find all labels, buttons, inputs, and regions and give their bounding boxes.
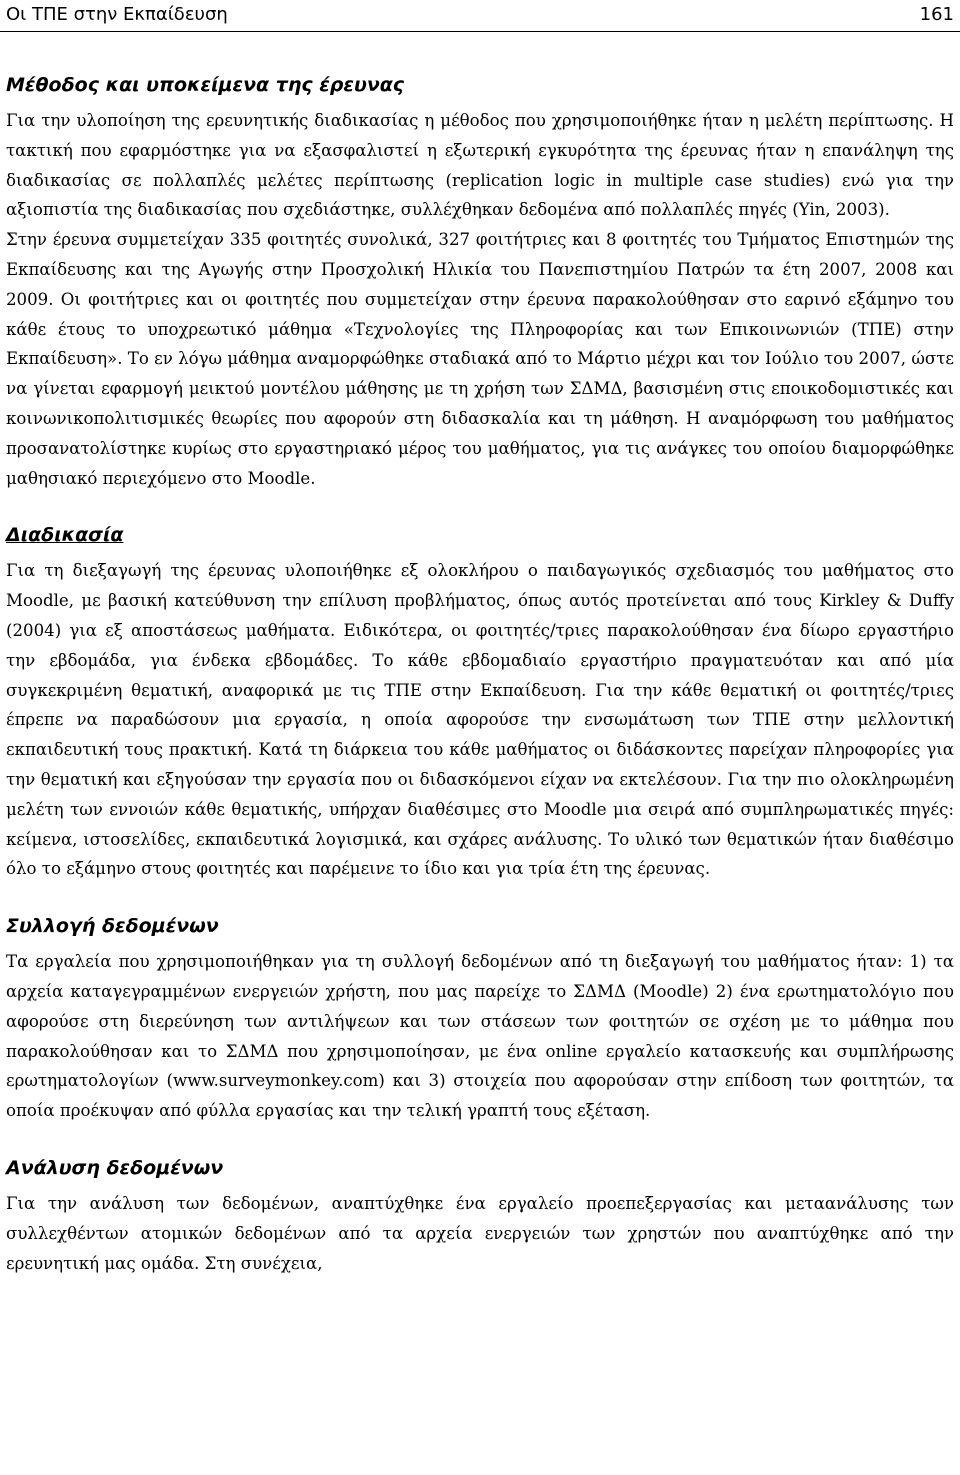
paragraph-method-1: Για την υλοποίηση της ερευνητικής διαδικασίας η μέθοδος που χρησιμοποιήθηκε ήταν η μελέτη περίπτωσης. Η τακτική που εφαρμόστηκε για να εξασφαλιστεί η εξωτερική εγκυρότητα της έρευνας ήταν η επανάληψη της διαδικασίας σε πολλαπλές μελέτες περίπτωσης (replication logic in multiple case studies) ενώ για την αξιοπιστία της διαδικασίας που σχεδιάστηκε, συλλέχθηκαν δεδομένα από πολλαπλές πηγές (Yin, 2003). bbox=[6, 111, 954, 220]
header-rule bbox=[0, 31, 960, 32]
paragraph-data-collection-1: Τα εργαλεία που χρησιμοποιήθηκαν για τη συλλογή δεδομένων από τη διεξαγωγή του μαθήματος ήταν: 1) τα αρχεία καταγεγραμμένων ενεργειών χρήστη, που μας παρείχε το ΣΔΜΔ (Moodle) 2) ένα ερωτηματολόγιο που αφορούσε στη διερεύνηση των αντιλήψεων και των στάσεων των φοιτητών σε σχέση με το μάθημα που παρακολούθησαν και το ΣΔΜΔ που χρησιμοποίησαν, με ένα online εργαλείο κατασκευής και συμπλήρωσης ερωτηματολογίων (www.surveymonkey.com) και 3) στοιχεία που αφορούσαν στην επίδοση των φοιτητών, τα οποία προέκυψαν από φύλλα εργασίας και την τελική γραπτή τους εξέταση. bbox=[6, 952, 954, 1121]
section-heading-procedure: Διαδικασία bbox=[6, 524, 124, 547]
running-header bbox=[6, 0, 954, 30]
page-number: 161 bbox=[919, 4, 954, 25]
paragraph-data-analysis-1: Για την ανάλυση των δεδομένων, αναπτύχθηκε ένα εργαλείο προεπεξεργασίας και μεταανάλυσης των συλλεχθέντων ατομικών δεδομένων από τα αρχεία ενεργειών των χρηστών που αναπτύχθηκε από την ερευνητική μας ομάδα. Στη συνέχεια, bbox=[6, 1193, 954, 1273]
running-title: Οι ΤΠΕ στην Εκπαίδευση bbox=[6, 4, 228, 25]
paragraph-procedure-1: Για τη διεξαγωγή της έρευνας υλοποιήθηκε εξ ολοκλήρου ο παιδαγωγικός σχεδιασμός του μαθήματος στο Moodle, με βασική κατεύθυνση την επίλυση προβλήματος, όπως αυτός προτείνεται από τους Kirkley & Duffy (2004) για εξ αποστάσεως μαθήματα. Ειδικότερα, οι φοιτητές/τριες παρακολούθησαν ένα δίωρο εργαστήριο την εβδομάδα, για ένδεκα εβδομάδες. Το κάθε εβδομαδιαίο εργαστήριο πραγματευόταν και από μία συγκεκριμένη θεματική, αναφορικά με τις ΤΠΕ στην Εκπαίδευση. Για την κάθε θεματική οι φοιτητές/τριες έπρεπε να παραδώσουν μια εργασία, η οποία αφορούσε την ενσωμάτωση των ΤΠΕ στην μελλοντική εκπαιδευτική τους πρακτική. Κατά τη διάρκεια του κάθε μαθήματος οι διδάσκοντες παρείχαν πληροφορίες για την θεματική και εξηγούσαν την εργασία που οι διδασκόμενοι είχαν να εκτελέσουν. Για την πιο ολοκληρωμένη μελέτη των εννοιών κάθε θεματικής, υπήρχαν διαθέσιμες στο Moodle μια σειρά από συμπληρωματικές πηγές: κείμενα, ιστοσελίδες, εκπαιδευτικά λογισμικά, και σχάρες ανάλυσης. Το υλικό των θεματικών ήταν διαθέσιμο όλο το εξάμηνο στους φοιτητές και παρέμεινε το ίδιο και για τρία έτη της έρευνας. bbox=[6, 561, 954, 879]
paragraph-method-2: Στην έρευνα συμμετείχαν 335 φοιτητές συνολικά, 327 φοιτήτριες και 8 φοιτητές του Τμήματος Επιστημών της Εκπαίδευσης και της Αγωγής στην Προσχολική Ηλικία του Πανεπιστημίου Πατρών τα έτη 2007, 2008 και 2009. Οι φοιτήτριες και οι φοιτητές που συμμετείχαν στην έρευνα παρακολούθησαν στο εαρινό εξάμηνο του κάθε έτους το υποχρεωτικό μάθημα «Τεχνολογίες της Πληροφορίας και των Επικοινωνιών (ΤΠΕ) στην Εκπαίδευση». Το εν λόγω μάθημα αναμορφώθηκε σταδιακά από το Μάρτιο μέχρι και τον Ιούλιο του 2007, ώστε να γίνεται εφαρμογή μεικτού μοντέλου μάθησης με τη χρήση των ΣΔΜΔ, βασισμένη στις εποικοδομιστικές και κοινωνικοπολιτισμικές θεωρίες που αφορούν στη διδασκαλία και τη μάθηση. Η αναμόρφωση του μαθήματος προσανατολίστηκε κυρίως στο εργαστηριακό μέρος του μαθήματος, για τις ανάγκες του οποίου διαμορφώθηκε μαθησιακό περιεχόμενο στο Moodle. bbox=[6, 230, 954, 488]
section-heading-data-collection: Συλλογή δεδομένων bbox=[6, 915, 219, 938]
main-content bbox=[6, 70, 954, 1278]
section-heading-method: Μέθοδος και υποκείμενα της έρευνας bbox=[6, 74, 405, 96]
section-heading-data-analysis: Ανάλυση δεδομένων bbox=[6, 1156, 224, 1179]
